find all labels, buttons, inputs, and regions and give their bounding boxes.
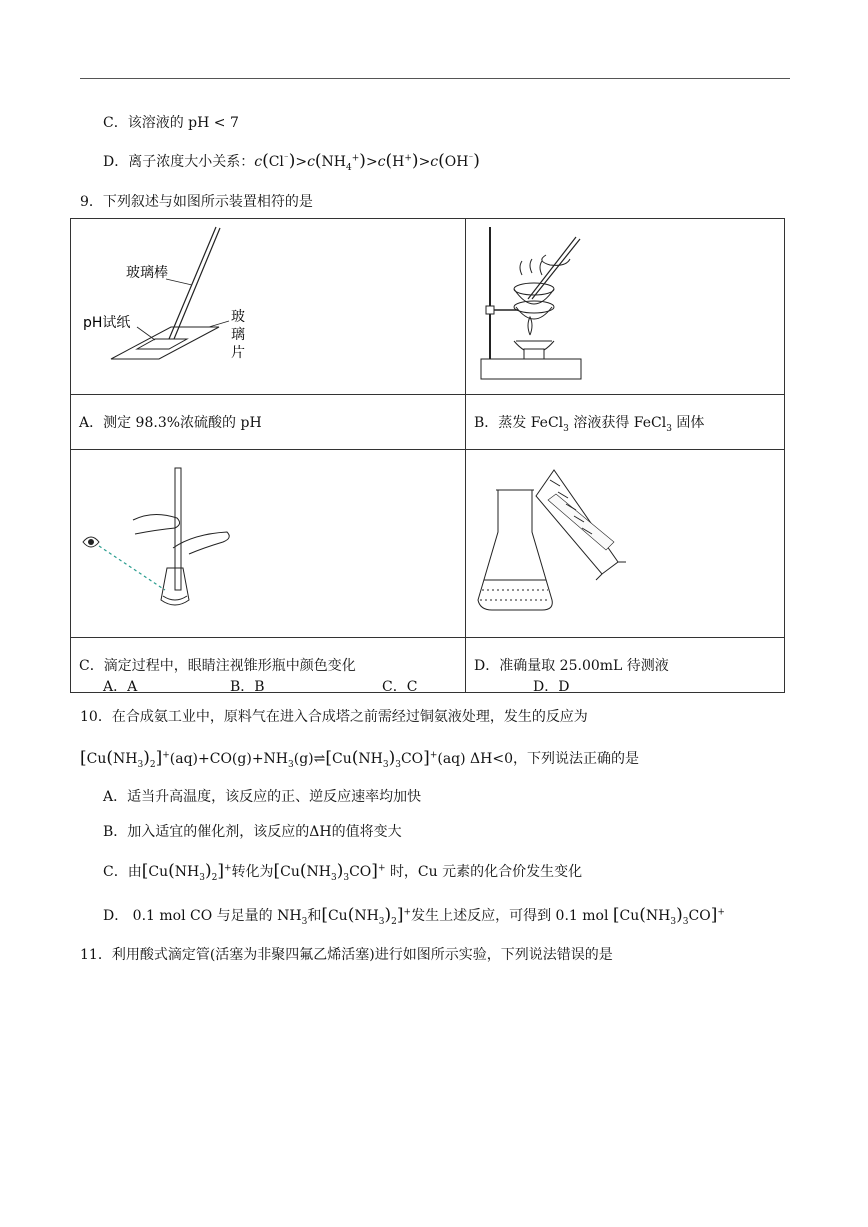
figure-d-measuring <box>466 450 783 633</box>
caption-c: C．滴定过程中，眼睛注视锥形瓶中颜色变化 <box>71 638 466 693</box>
q10-equation: $[Cu(NH_3)_2]^+(aq)+CO(g)+NH_3(g)\rightleftharpoons[Cu(NH_3)_3CO]^+(aq)$ ΔH<0，下列说法正确的是 <box>80 748 640 770</box>
caption-d: D．准确量取 25.00mL 待测液 <box>466 638 785 693</box>
label-glass-plate-3: 片 <box>231 345 245 361</box>
q8-option-d: D．离子浓度大小关系：$c(Cl^{^-})>c(NH_4^+)>c(H^+)>c(OH^{^-})$ <box>103 151 480 173</box>
label-ph-paper: pH试纸 <box>83 315 131 331</box>
label-glass-rod: 玻璃棒 <box>126 265 168 281</box>
q9-choice-c[interactable]: C．C <box>382 679 418 695</box>
figure-c-cell <box>71 450 466 638</box>
q10-option-a: A．适当升高温度，该反应的正、逆反应速率均加快 <box>103 789 422 805</box>
q9-choice-a[interactable]: A．A <box>103 679 138 695</box>
figure-b-evaporation <box>466 219 783 390</box>
figure-c-titration <box>71 450 464 633</box>
q8-option-c: C．该溶液的 pH < 7 <box>103 115 239 131</box>
q11-stem: 11．利用酸式滴定管(活塞为非聚四氟乙烯活塞)进行如图所示实验，下列说法错误的是 <box>80 947 613 963</box>
header-rule <box>80 78 790 79</box>
caption-b: B．蒸发 FeCl$_3$ 溶液获得 FeCl$_3$ 固体 <box>466 395 785 450</box>
caption-a: A．测定 98.3%浓硫酸的 pH <box>71 395 466 450</box>
q10-option-d: D． 0.1 mol CO 与足量的 $NH_3$和$[Cu(NH_3)_2]^+$发生上述反应，可得到 0.1 mol $[Cu(NH_3)_3CO]^+$ <box>103 905 725 927</box>
q9-choice-b[interactable]: B．B <box>230 679 265 695</box>
q10-option-c: C．由$[Cu(NH_3)_2]^+$转化为$[Cu(NH_3)_3CO]^+$ 时，Cu 元素的化合价发生变化 <box>103 861 583 883</box>
figure-b-cell <box>466 219 785 395</box>
q9-stem: 9．下列叙述与如图所示装置相符的是 <box>80 194 313 210</box>
q10-stem: 10．在合成氨工业中，原料气在进入合成塔之前需经过铜氨液处理，发生的反应为 <box>80 709 588 725</box>
figure-a-cell <box>71 219 466 395</box>
q9-choice-d[interactable]: D．D <box>533 679 570 695</box>
q9-choices <box>103 676 603 696</box>
label-glass-plate-1: 玻 <box>231 309 245 325</box>
label-glass-plate-2: 璃 <box>231 327 245 343</box>
q9-apparatus-table <box>70 218 785 693</box>
q10-option-b: B．加入适宜的催化剂，该反应的ΔH的值将变大 <box>103 824 402 840</box>
figure-a-ph-test <box>71 219 464 390</box>
figure-d-cell <box>466 450 785 638</box>
